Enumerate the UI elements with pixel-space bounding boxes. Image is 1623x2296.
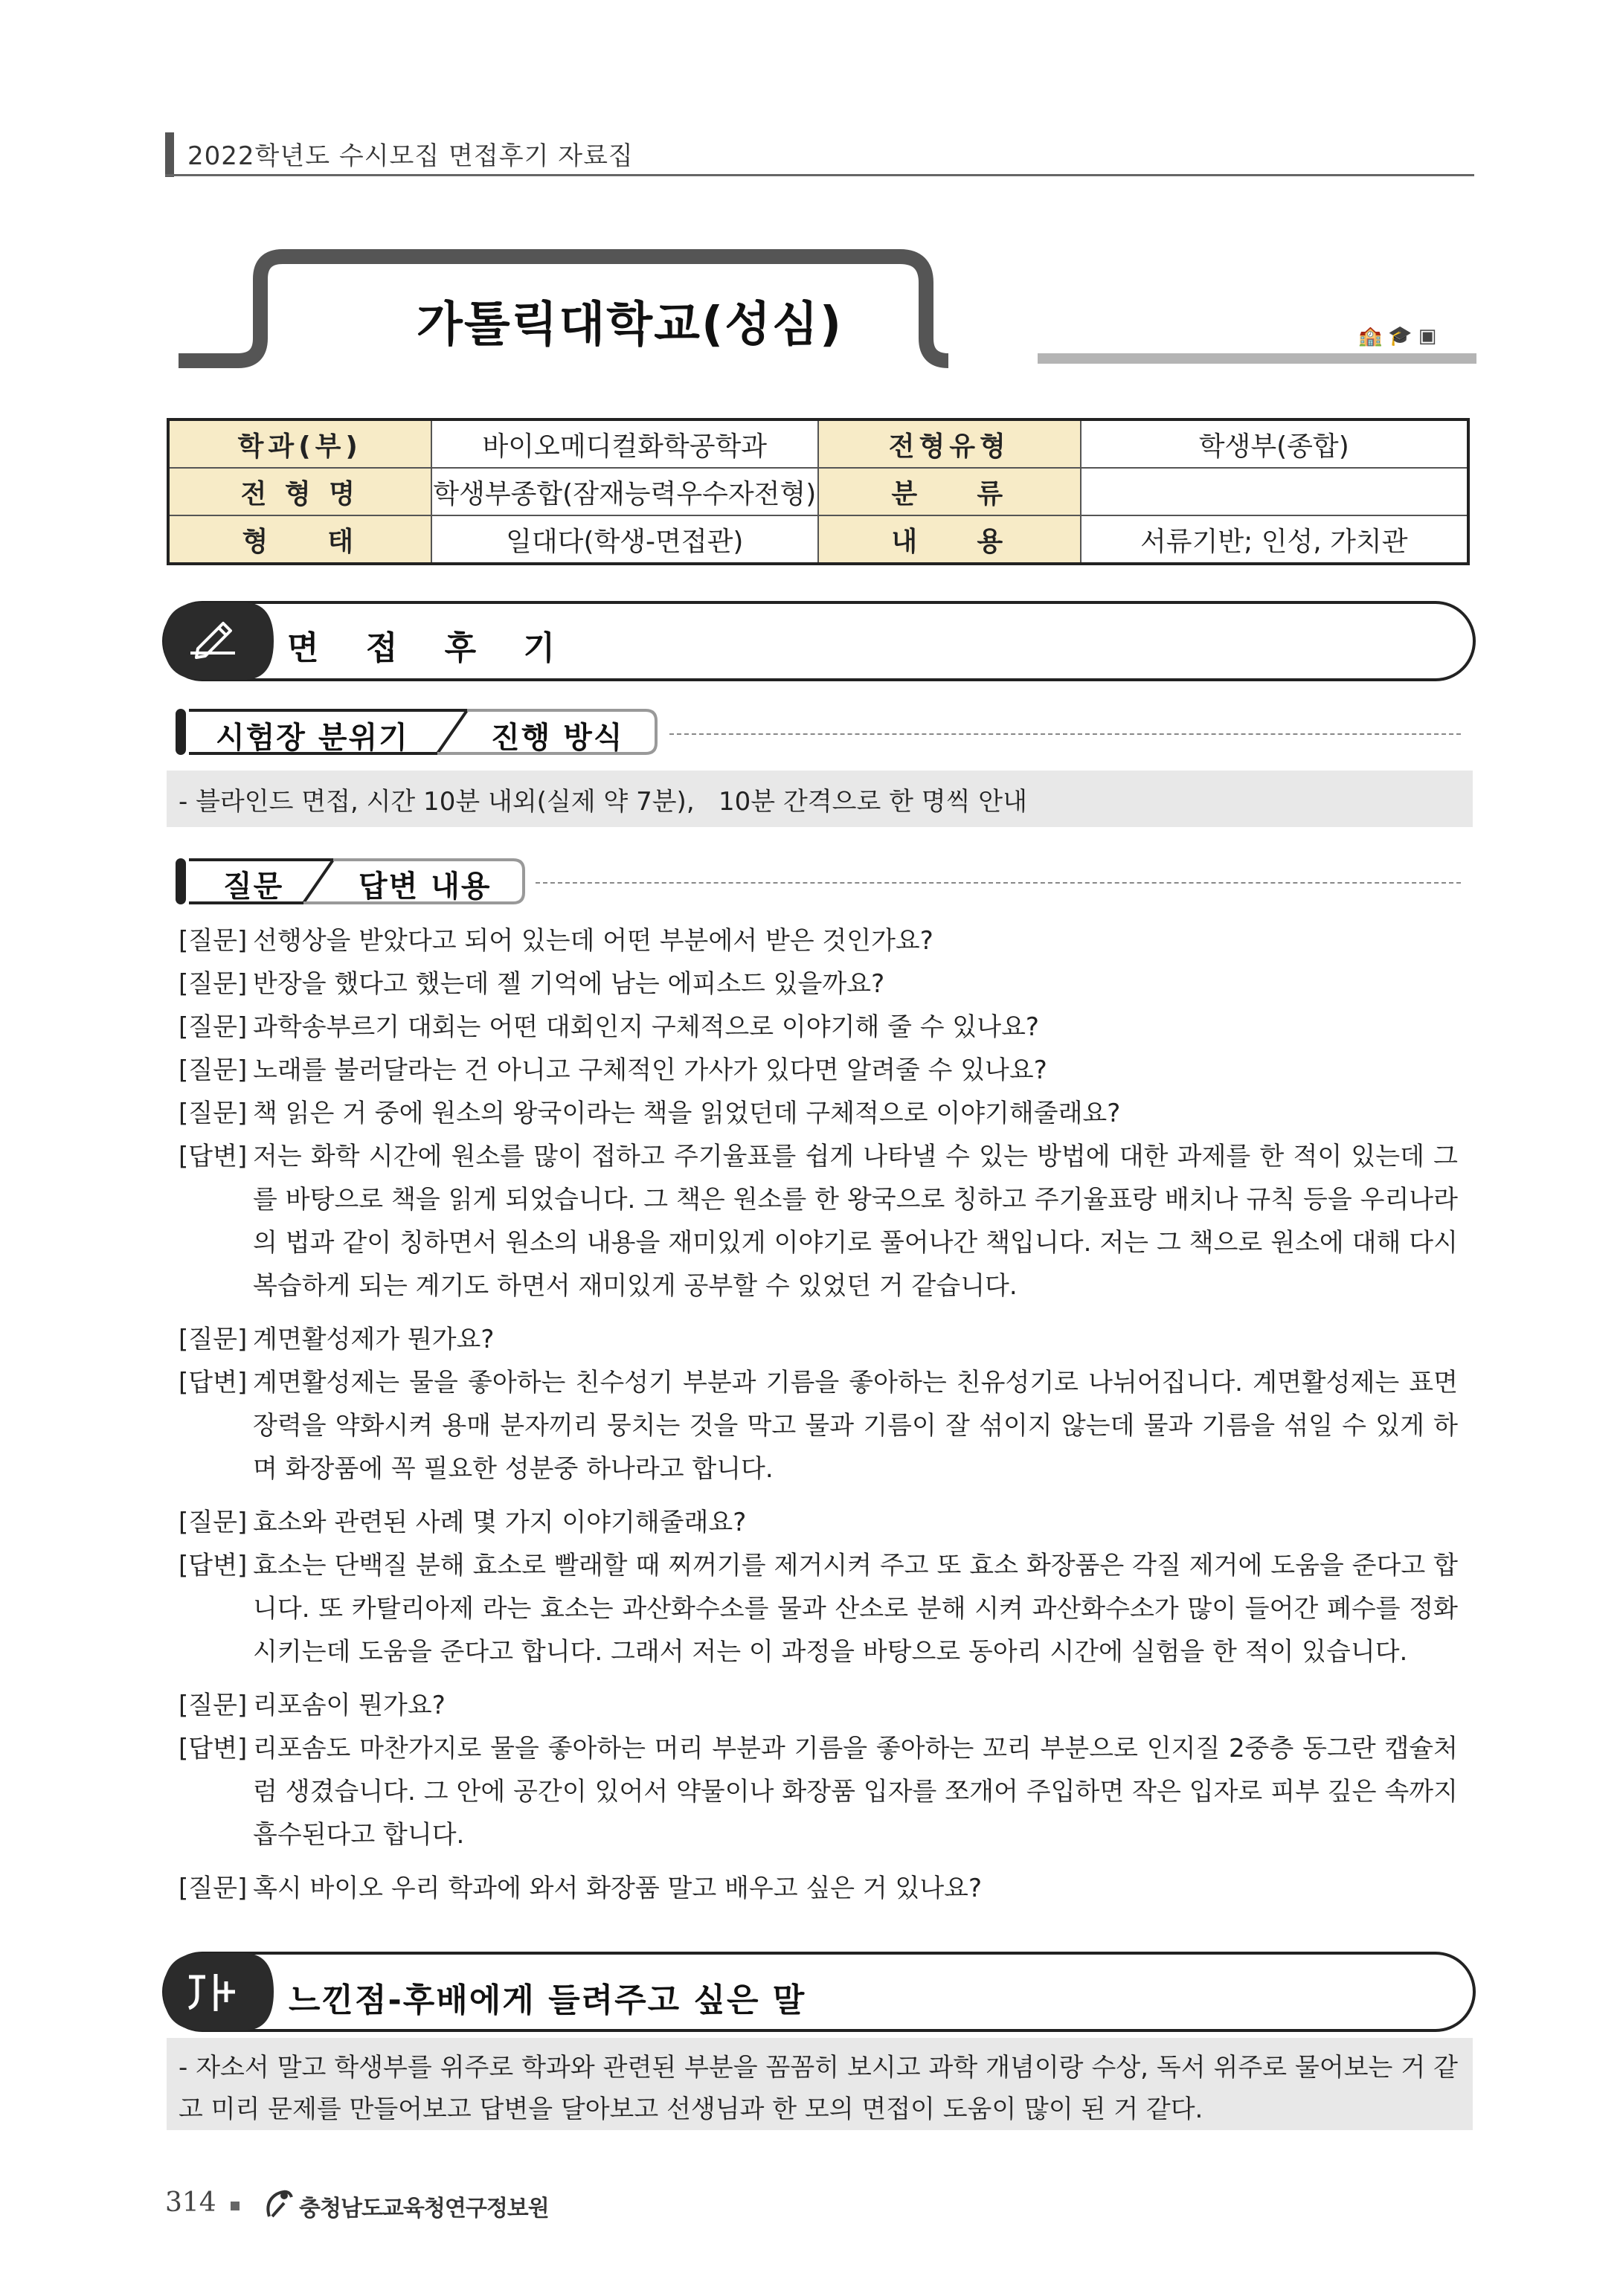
value-admission-name: 학생부종합(잠재능력우수자전형) xyxy=(431,468,818,515)
speech-icon xyxy=(183,1967,242,2019)
qa-text: 책 읽은 거 중에 원소의 왕국이라는 책을 읽었던데 구체적으로 이야기해줄래요? xyxy=(253,1099,1121,1128)
value-content: 서류기반; 인성, 가치관 xyxy=(1081,515,1468,564)
list-item xyxy=(179,1684,1458,1727)
qa-text: 리포솜도 마찬가지로 물을 좋아하는 머리 부분과 기름을 좋아하는 꼬리 부분으로 인지질 2중층 동그란 캡슐처럼 생겼습니다. 그 안에 공간이 있어서 약물이나 화장품 입자를 쪼개어 주입하면 작은 입자로 피부 깊은 속까지 흡수된다고 합니다. xyxy=(253,1734,1458,1850)
qa-tag: [답변] xyxy=(179,1368,248,1398)
qa-tag: [답변] xyxy=(179,1551,248,1580)
qa-text: 효소와 관련된 사례 몇 가지 이야기해줄래요? xyxy=(253,1508,747,1537)
qa-text: 효소는 단백질 분해 효소로 빨래할 때 찌꺼기를 제거시켜 주고 또 효소 화장품은 각질 제거에 도움을 준다고 합니다. 또 카탈리아제 라는 효소는 과산화수소를 물과 산소로 분해 시켜 과산화수소가 많이 들어간 폐수를 정화시키는데 도움을 준다고 합니다. 그래서 저는 이 과정을 바탕으로 동아리 시간에 실험을 한 적이 있습니다. xyxy=(253,1551,1458,1667)
qa-list xyxy=(179,919,1458,1910)
atmosphere-text: - 블라인드 면접, 시간 10분 내외(실제 약 7분), 10분 간격으로 한 명씩 안내 xyxy=(179,787,1027,817)
qa-tag: [질문] xyxy=(179,1325,248,1354)
school-icon: 🏫 xyxy=(1358,325,1389,347)
spacer xyxy=(179,1491,1458,1501)
qa-text: 혹시 바이오 우리 학과에 와서 화장품 말고 배우고 싶은 거 있나요? xyxy=(253,1874,983,1903)
qa-tag: [답변] xyxy=(179,1142,248,1171)
document-icon: ▣ xyxy=(1418,325,1443,347)
qa-text: 저는 화학 시간에 원소를 많이 접하고 주기율표를 쉽게 나타낼 수 있는 방법에 대한 과제를 한 적이 있는데 그를 바탕으로 책을 읽게 되었습니다. 그 책은 원소를 한 왕국으로 칭하고 주기율표랑 배치나 규칙 등을 우리나라의 법과 같이 칭하면서 원소의 내용을 재미있게 이야기로 풀어나간 책입니다. 저는 그 책으로 원소에 대해 다시 복습하게 되는 계기도 하면서 재미있게 공부할 수 있었던 거 같습니다. xyxy=(253,1142,1458,1301)
header-rule xyxy=(165,174,1474,176)
qa-tag: [답변] xyxy=(179,1734,248,1763)
table-row xyxy=(168,419,1468,468)
qa-tag: [질문] xyxy=(179,1691,248,1720)
label-category: 분 류 xyxy=(818,468,1081,515)
list-item xyxy=(179,1361,1458,1491)
qa-tag: [질문] xyxy=(179,1099,248,1128)
value-department: 바이오메디컬화학공학과 xyxy=(431,419,818,468)
list-item xyxy=(179,1501,1458,1544)
dashed-divider xyxy=(669,733,1461,735)
list-item xyxy=(179,1135,1458,1308)
qa-tag: [질문] xyxy=(179,969,248,999)
qa-text: 선행상을 받았다고 되어 있는데 어떤 부분에서 받은 것인가요? xyxy=(253,926,933,956)
list-item xyxy=(179,1006,1458,1049)
list-item xyxy=(179,1049,1458,1092)
section-title-review: 면 접 후 기 xyxy=(287,629,573,667)
collection-title: 2022학년도 수시모집 면접후기 자료집 xyxy=(187,141,634,171)
list-item xyxy=(179,919,1458,962)
pencil-icon xyxy=(186,616,245,668)
label-content: 내 용 xyxy=(818,515,1081,564)
value-admission-type: 학생부(종합) xyxy=(1081,419,1468,468)
tab-label-procedure: 진행 방식 xyxy=(491,721,624,755)
logo-icon xyxy=(262,2187,298,2222)
qa-tag: [질문] xyxy=(179,1874,248,1903)
list-item xyxy=(179,1544,1458,1673)
value-format: 일대다(학생-면접관) xyxy=(431,515,818,564)
table-row xyxy=(168,468,1468,515)
qa-tag: [질문] xyxy=(179,1508,248,1537)
organization-name: 충청남도교육청연구정보원 xyxy=(299,2196,549,2222)
qa-text: 과학송부르기 대회는 어떤 대회인지 구체적으로 이야기해 줄 수 있나요? xyxy=(253,1012,1039,1042)
spacer xyxy=(179,1308,1458,1318)
title-icon-group xyxy=(1358,325,1442,347)
qa-tag: [질문] xyxy=(179,1012,248,1042)
list-item xyxy=(179,962,1458,1006)
list-item xyxy=(179,1727,1458,1856)
section-title-impressions: 느낀점-후배에게 들려주고 싶은 말 xyxy=(289,1981,806,2019)
list-item xyxy=(179,1867,1458,1910)
qa-tag: [질문] xyxy=(179,1055,248,1085)
tab-label-question: 질문 xyxy=(223,869,284,904)
value-category xyxy=(1081,468,1468,515)
qa-text: 계면활성제는 물을 좋아하는 친수성기 부분과 기름을 좋아하는 친유성기로 나뉘어집니다. 계면활성제는 표면장력을 약화시켜 용매 분자끼리 뭉치는 것을 막고 물과 기름이 잘 섞이지 않는데 물과 기름을 섞일 수 있게 하며 화장품에 꼭 필요한 성분중 하나라고 합니다. xyxy=(253,1368,1458,1484)
tab-label-answer: 답변 내용 xyxy=(359,869,492,904)
label-department: 학과(부) xyxy=(168,419,431,468)
list-item xyxy=(179,1318,1458,1361)
impressions-text: - 자소서 말고 학생부를 위주로 학과와 관련된 부분을 꼼꼼히 보시고 과학 개념이랑 수상, 독서 위주로 물어보는 거 같고 미리 문제를 만들어보고 답변을 달아보고 선생님과 한 모의 면접이 도움이 많이 된 거 같다. xyxy=(179,2053,1458,2124)
qa-text: 계면활성제가 뭔가요? xyxy=(253,1325,495,1354)
tab-label-atmosphere: 시험장 분위기 xyxy=(216,721,409,755)
label-format: 형 태 xyxy=(168,515,431,564)
dashed-divider xyxy=(536,882,1461,884)
spacer xyxy=(179,1856,1458,1867)
table-row xyxy=(168,515,1468,564)
list-item xyxy=(179,1092,1458,1135)
footer-bullet xyxy=(231,2202,240,2210)
label-admission-type: 전형유형 xyxy=(818,419,1081,468)
spacer xyxy=(179,1673,1458,1684)
graduation-cap-icon: 🎓 xyxy=(1388,325,1418,347)
admission-info-table xyxy=(167,418,1470,565)
qa-text: 노래를 불러달라는 건 아니고 구체적인 가사가 있다면 알려줄 수 있나요? xyxy=(253,1055,1047,1085)
qa-text: 리포솜이 뭔가요? xyxy=(253,1691,446,1720)
header-accent-bar xyxy=(165,132,174,177)
page-title: 가톨릭대학교(성심) xyxy=(417,298,843,353)
page-number: 314 xyxy=(165,2187,216,2218)
label-admission-name: 전 형 명 xyxy=(168,468,431,515)
qa-text: 반장을 했다고 했는데 젤 기억에 남는 에피소드 있을까요? xyxy=(253,969,885,999)
qa-tag: [질문] xyxy=(179,926,248,956)
